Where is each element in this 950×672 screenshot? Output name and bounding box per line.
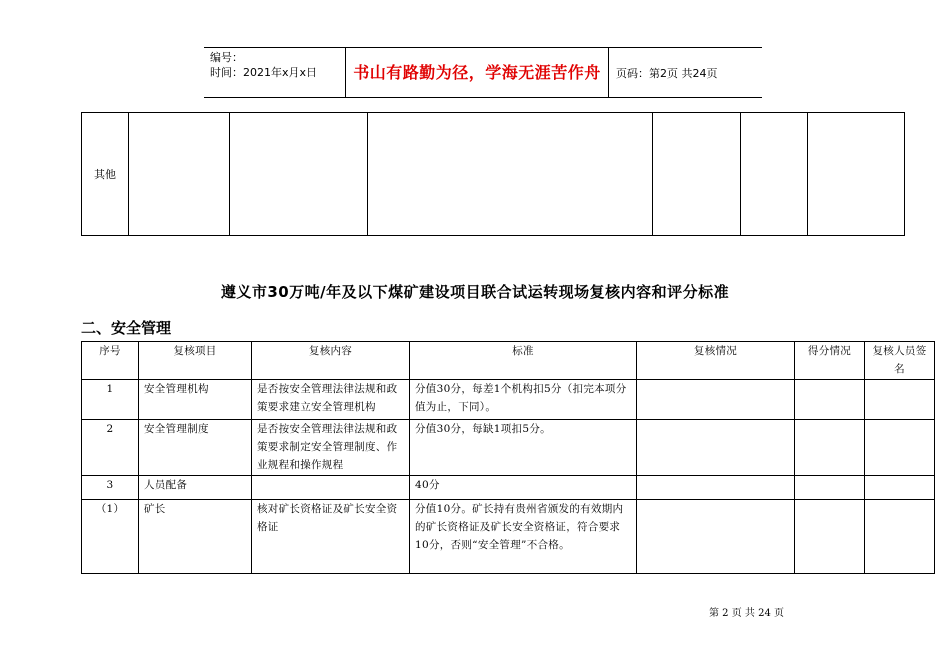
cell-score xyxy=(795,476,865,500)
header-meta xyxy=(210,50,317,80)
cell-status xyxy=(637,500,795,574)
review-table xyxy=(81,341,935,574)
table-cell xyxy=(741,113,808,236)
table-cell xyxy=(230,113,368,236)
cell-no: （1） xyxy=(82,500,139,574)
cell-sign xyxy=(865,380,935,420)
cell-no: 1 xyxy=(82,380,139,420)
table-row xyxy=(82,380,935,420)
page-footer: 第 2 页 共 24 页 xyxy=(709,608,784,619)
cell-sign xyxy=(865,500,935,574)
cell-content: 核对矿长资格证及矿长安全资格证 xyxy=(252,500,410,574)
cell-status xyxy=(637,380,795,420)
table-row xyxy=(82,476,935,500)
cell-standard: 40分 xyxy=(410,476,637,500)
header-cell-content: 复核内容 xyxy=(252,342,410,380)
cell-no: 2 xyxy=(82,420,139,476)
header-cell-standard: 标准 xyxy=(410,342,637,380)
cell-score xyxy=(795,500,865,574)
cell-content xyxy=(252,476,410,500)
table-row xyxy=(82,420,935,476)
section-heading: 二、安全管理 xyxy=(81,319,172,337)
cell-standard: 分值10分。矿长持有贵州省颁发的有效期内的矿长资格证及矿长安全资格证，符合要求10分，否则“安全管理”不合格。 xyxy=(410,500,637,574)
header-motto: 书山有路勤为径，学海无涯苦作舟 xyxy=(353,63,601,82)
cell-item: 人员配备 xyxy=(139,476,252,500)
header-cell-no: 序号 xyxy=(82,342,139,380)
table-header-row xyxy=(82,342,935,380)
table-cell xyxy=(368,113,653,236)
cell-content: 是否按安全管理法律法规和政策要求建立安全管理机构 xyxy=(252,380,410,420)
top-table xyxy=(81,112,905,236)
header-cell-item: 复核项目 xyxy=(139,342,252,380)
cell-status xyxy=(637,420,795,476)
cell-item: 安全管理制度 xyxy=(139,420,252,476)
header-time: 时间：2021年x月x日 xyxy=(210,66,318,79)
cell-standard: 分值30分，每差1个机构扣5分（扣完本项分值为止，下同）。 xyxy=(410,380,637,420)
cell-content: 是否按安全管理法律法规和政策要求制定安全管理制度、作业规程和操作规程 xyxy=(252,420,410,476)
cell-item: 安全管理机构 xyxy=(139,380,252,420)
cell-no: 3 xyxy=(82,476,139,500)
row-label-other: 其他 xyxy=(82,113,129,236)
table-cell xyxy=(808,113,905,236)
document-title: 遵义市30万吨/年及以下煤矿建设项目联合试运转现场复核内容和评分标准 xyxy=(220,283,730,301)
header-page-code: 页码：第2页 共24页 xyxy=(616,67,718,80)
cell-standard: 分值30分，每缺1项扣5分。 xyxy=(410,420,637,476)
cell-score xyxy=(795,380,865,420)
cell-score xyxy=(795,420,865,476)
header-cell-status: 复核情况 xyxy=(637,342,795,380)
header-number-label: 编号： xyxy=(210,51,243,64)
header-cell-score: 得分情况 xyxy=(795,342,865,380)
table-cell xyxy=(653,113,741,236)
header-rule-bottom xyxy=(204,97,762,98)
cell-status xyxy=(637,476,795,500)
table-row xyxy=(82,500,935,574)
cell-sign xyxy=(865,476,935,500)
table-row xyxy=(82,113,905,236)
cell-item: 矿长 xyxy=(139,500,252,574)
cell-sign xyxy=(865,420,935,476)
header-cell-sign: 复核人员签名 xyxy=(865,342,935,380)
table-cell xyxy=(129,113,230,236)
